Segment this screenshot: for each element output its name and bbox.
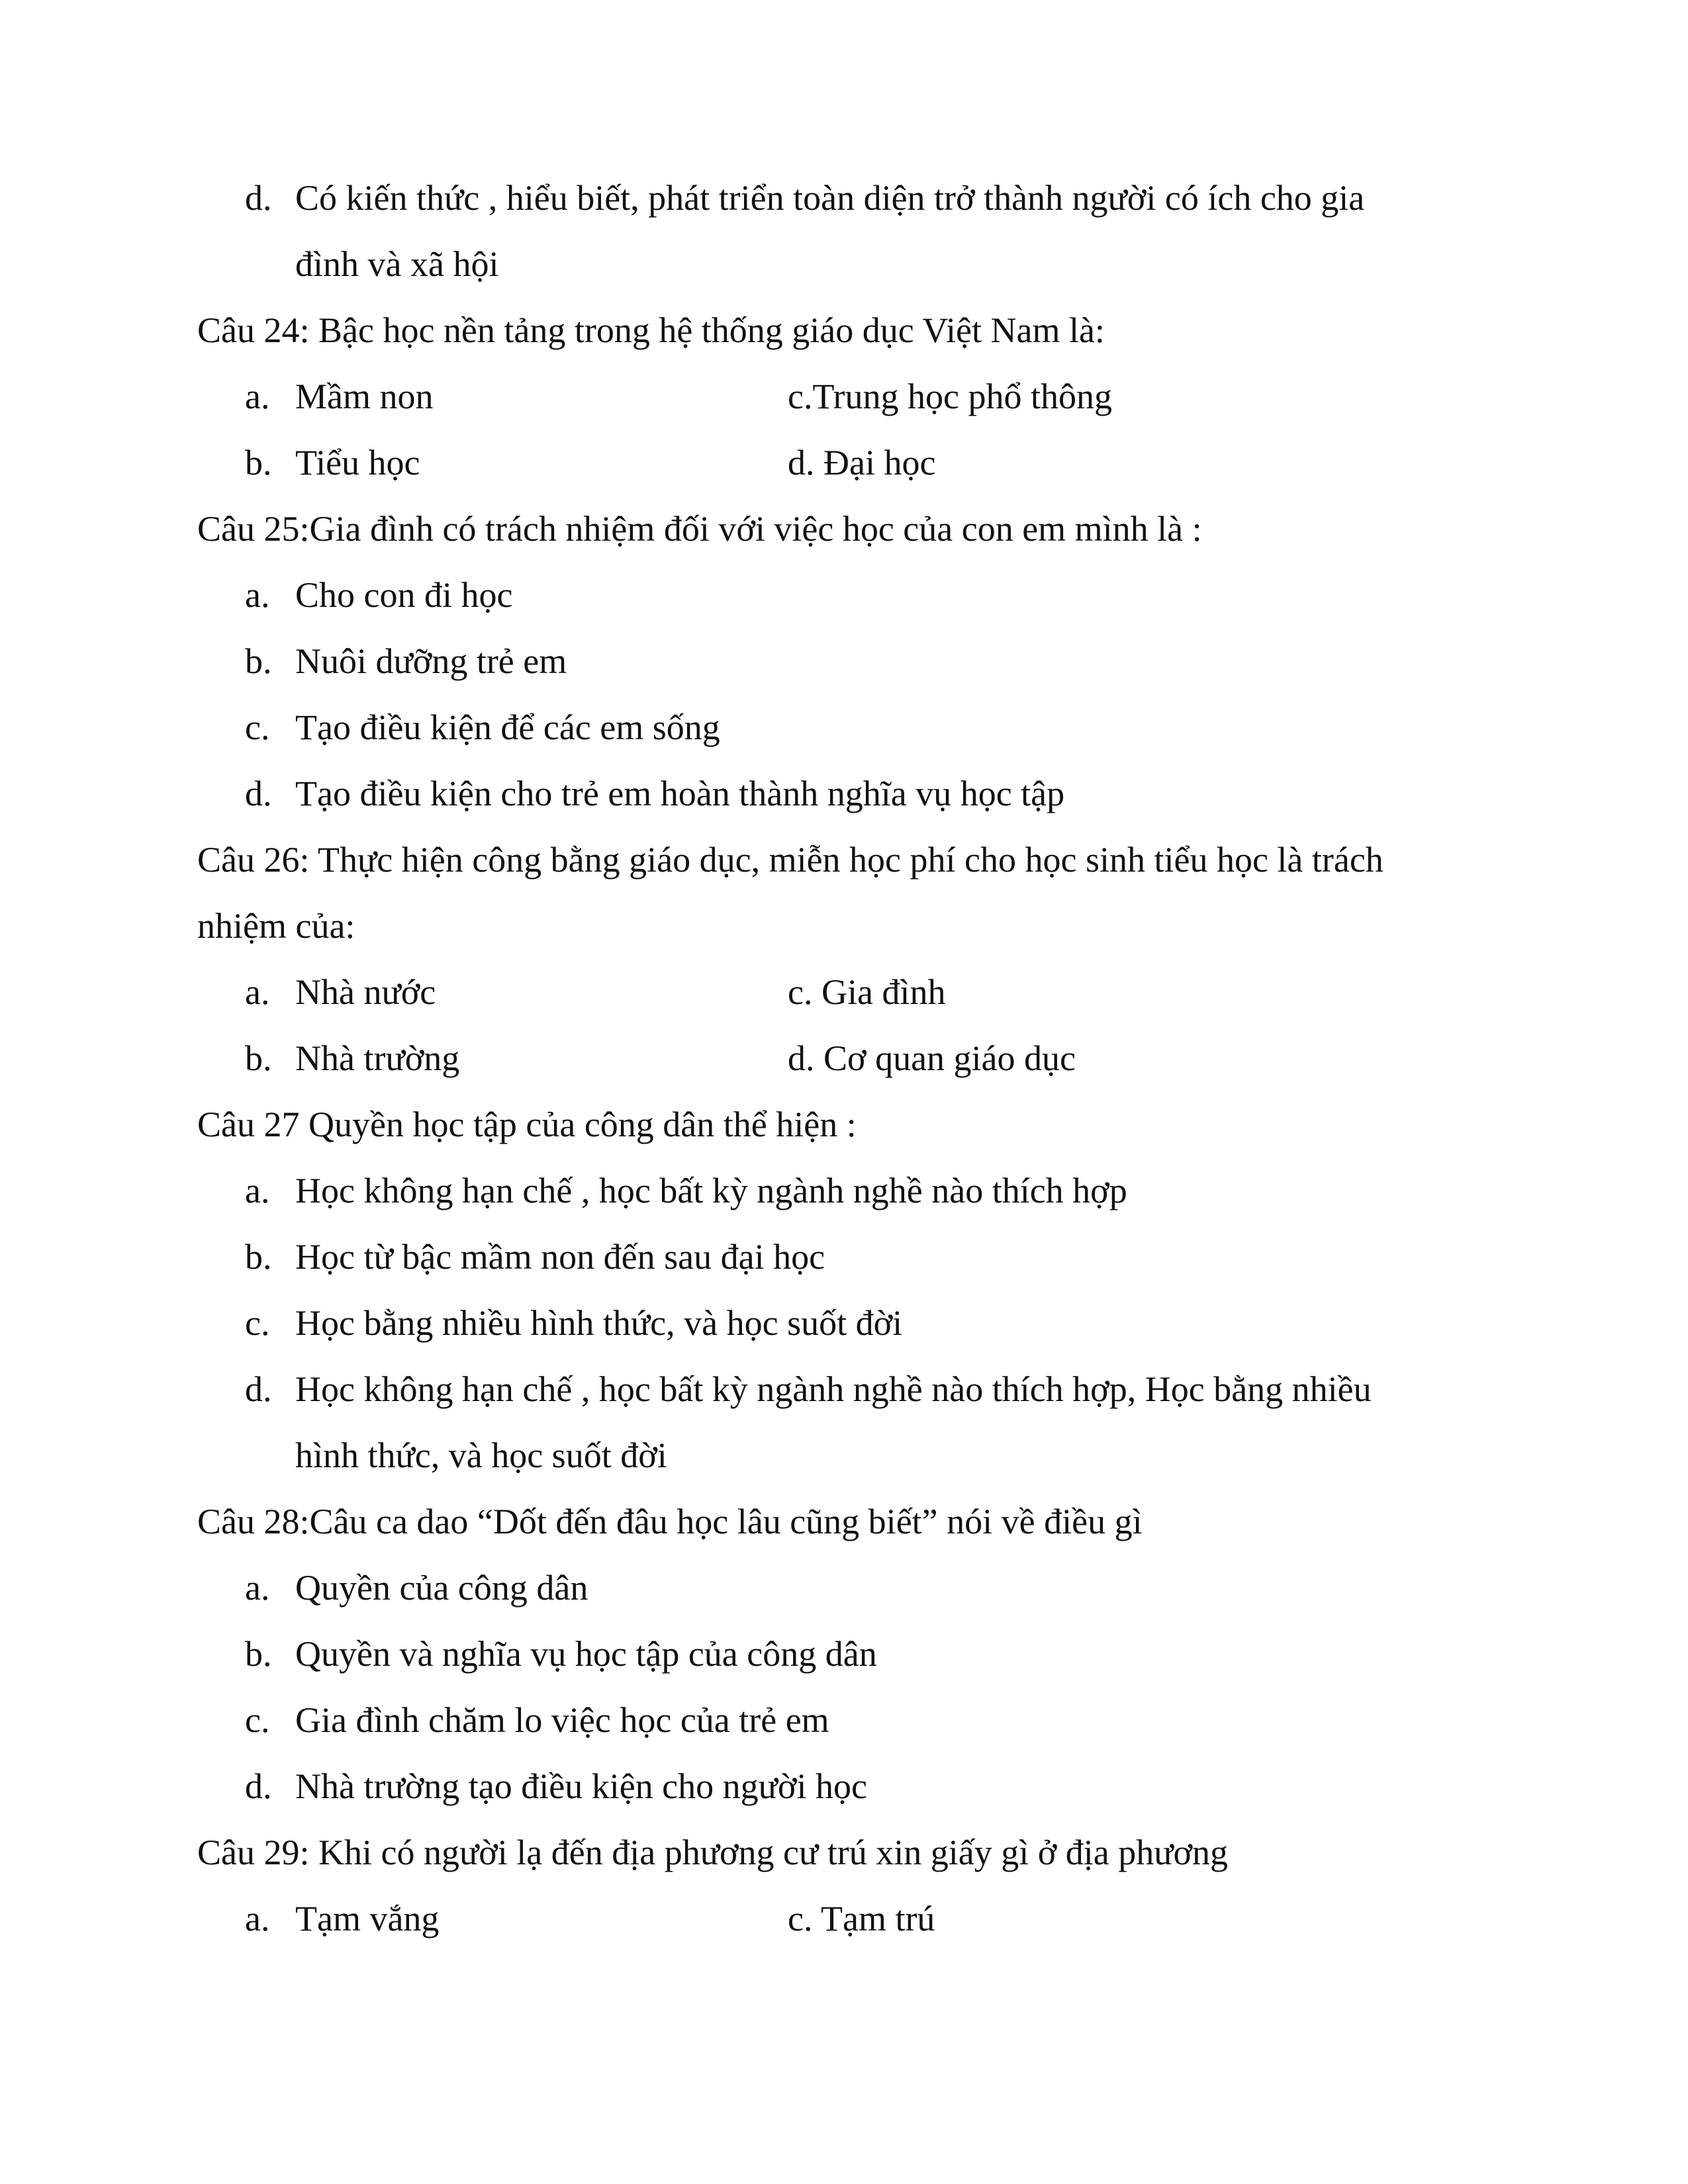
option-text: c. Gia đình: [788, 972, 946, 1012]
option-text: Tạo điều kiện cho trẻ em hoàn thành nghĩa vụ học tập: [295, 774, 1065, 813]
option-text: c.Trung học phổ thông: [788, 377, 1113, 416]
option-letter: a.: [245, 377, 270, 416]
option-text-continued: đình và xã hội: [295, 244, 499, 284]
option-letter: c.: [245, 1700, 270, 1740]
option-text-continued: hình thức, và học suốt đời: [295, 1435, 667, 1475]
question-26-continued: nhiệm của:: [197, 906, 355, 946]
option-text: Gia đình chăm lo việc học của trẻ em: [295, 1700, 829, 1740]
question-24: Câu 24: Bậc học nền tảng trong hệ thống giáo dục Việt Nam là:: [197, 310, 1105, 350]
option-text: d. Đại học: [788, 443, 936, 482]
option-letter: a.: [245, 575, 270, 615]
option-text: c. Tạm trú: [788, 1899, 935, 1938]
option-text: Tạm vắng: [295, 1899, 440, 1938]
option-text: Học bằng nhiều hình thức, và học suốt đời: [295, 1303, 903, 1343]
option-text: Tạo điều kiện để các em sống: [295, 707, 720, 747]
option-letter: d.: [245, 774, 272, 813]
option-text: Mầm non: [295, 377, 434, 416]
option-text: Quyền của công dân: [295, 1568, 588, 1608]
option-text: Nhà trường tạo điều kiện cho người học: [295, 1766, 867, 1806]
option-text: Học từ bậc mầm non đến sau đại học: [295, 1237, 825, 1277]
question-28: Câu 28:Câu ca dao “Dốt đến đâu học lâu cũng biết” nói về điều gì: [197, 1502, 1143, 1541]
option-letter: b.: [245, 443, 272, 482]
option-text: Cho con đi học: [295, 575, 513, 615]
option-letter: b.: [245, 1237, 272, 1277]
option-letter: d.: [245, 1369, 272, 1409]
option-letter: b.: [245, 1038, 272, 1078]
option-letter: a.: [245, 1899, 270, 1938]
option-text: Có kiến thức , hiểu biết, phát triển toàn diện trở thành người có ích cho gia: [295, 178, 1365, 218]
option-text: Học không hạn chế , học bất kỳ ngành nghề nào thích hợp, Học bằng nhiều: [295, 1369, 1372, 1409]
option-letter: a.: [245, 1568, 270, 1608]
option-text: Quyền và nghĩa vụ học tập của công dân: [295, 1634, 877, 1674]
option-text: d. Cơ quan giáo dục: [788, 1038, 1076, 1078]
question-26: Câu 26: Thực hiện công bằng giáo dục, miễn học phí cho học sinh tiểu học là trách: [197, 840, 1383, 880]
option-letter: b.: [245, 1634, 272, 1674]
option-text: Nuôi dưỡng trẻ em: [295, 641, 567, 681]
option-letter: d.: [245, 178, 272, 218]
option-letter: a.: [245, 972, 270, 1012]
option-letter: c.: [245, 707, 270, 747]
option-text: Nhà trường: [295, 1038, 460, 1078]
option-text: Học không hạn chế , học bất kỳ ngành nghề nào thích hợp: [295, 1171, 1127, 1210]
option-letter: c.: [245, 1303, 270, 1343]
option-letter: a.: [245, 1171, 270, 1210]
option-letter: d.: [245, 1766, 272, 1806]
question-25: Câu 25:Gia đình có trách nhiệm đối với việc học của con em mình là :: [197, 509, 1202, 549]
question-27: Câu 27 Quyền học tập của công dân thể hiện :: [197, 1105, 857, 1144]
option-text: Tiểu học: [295, 443, 420, 482]
question-29: Câu 29: Khi có người lạ đến địa phương cư trú xin giấy gì ở địa phương: [197, 1833, 1229, 1872]
option-letter: b.: [245, 641, 272, 681]
option-text: Nhà nước: [295, 972, 436, 1012]
